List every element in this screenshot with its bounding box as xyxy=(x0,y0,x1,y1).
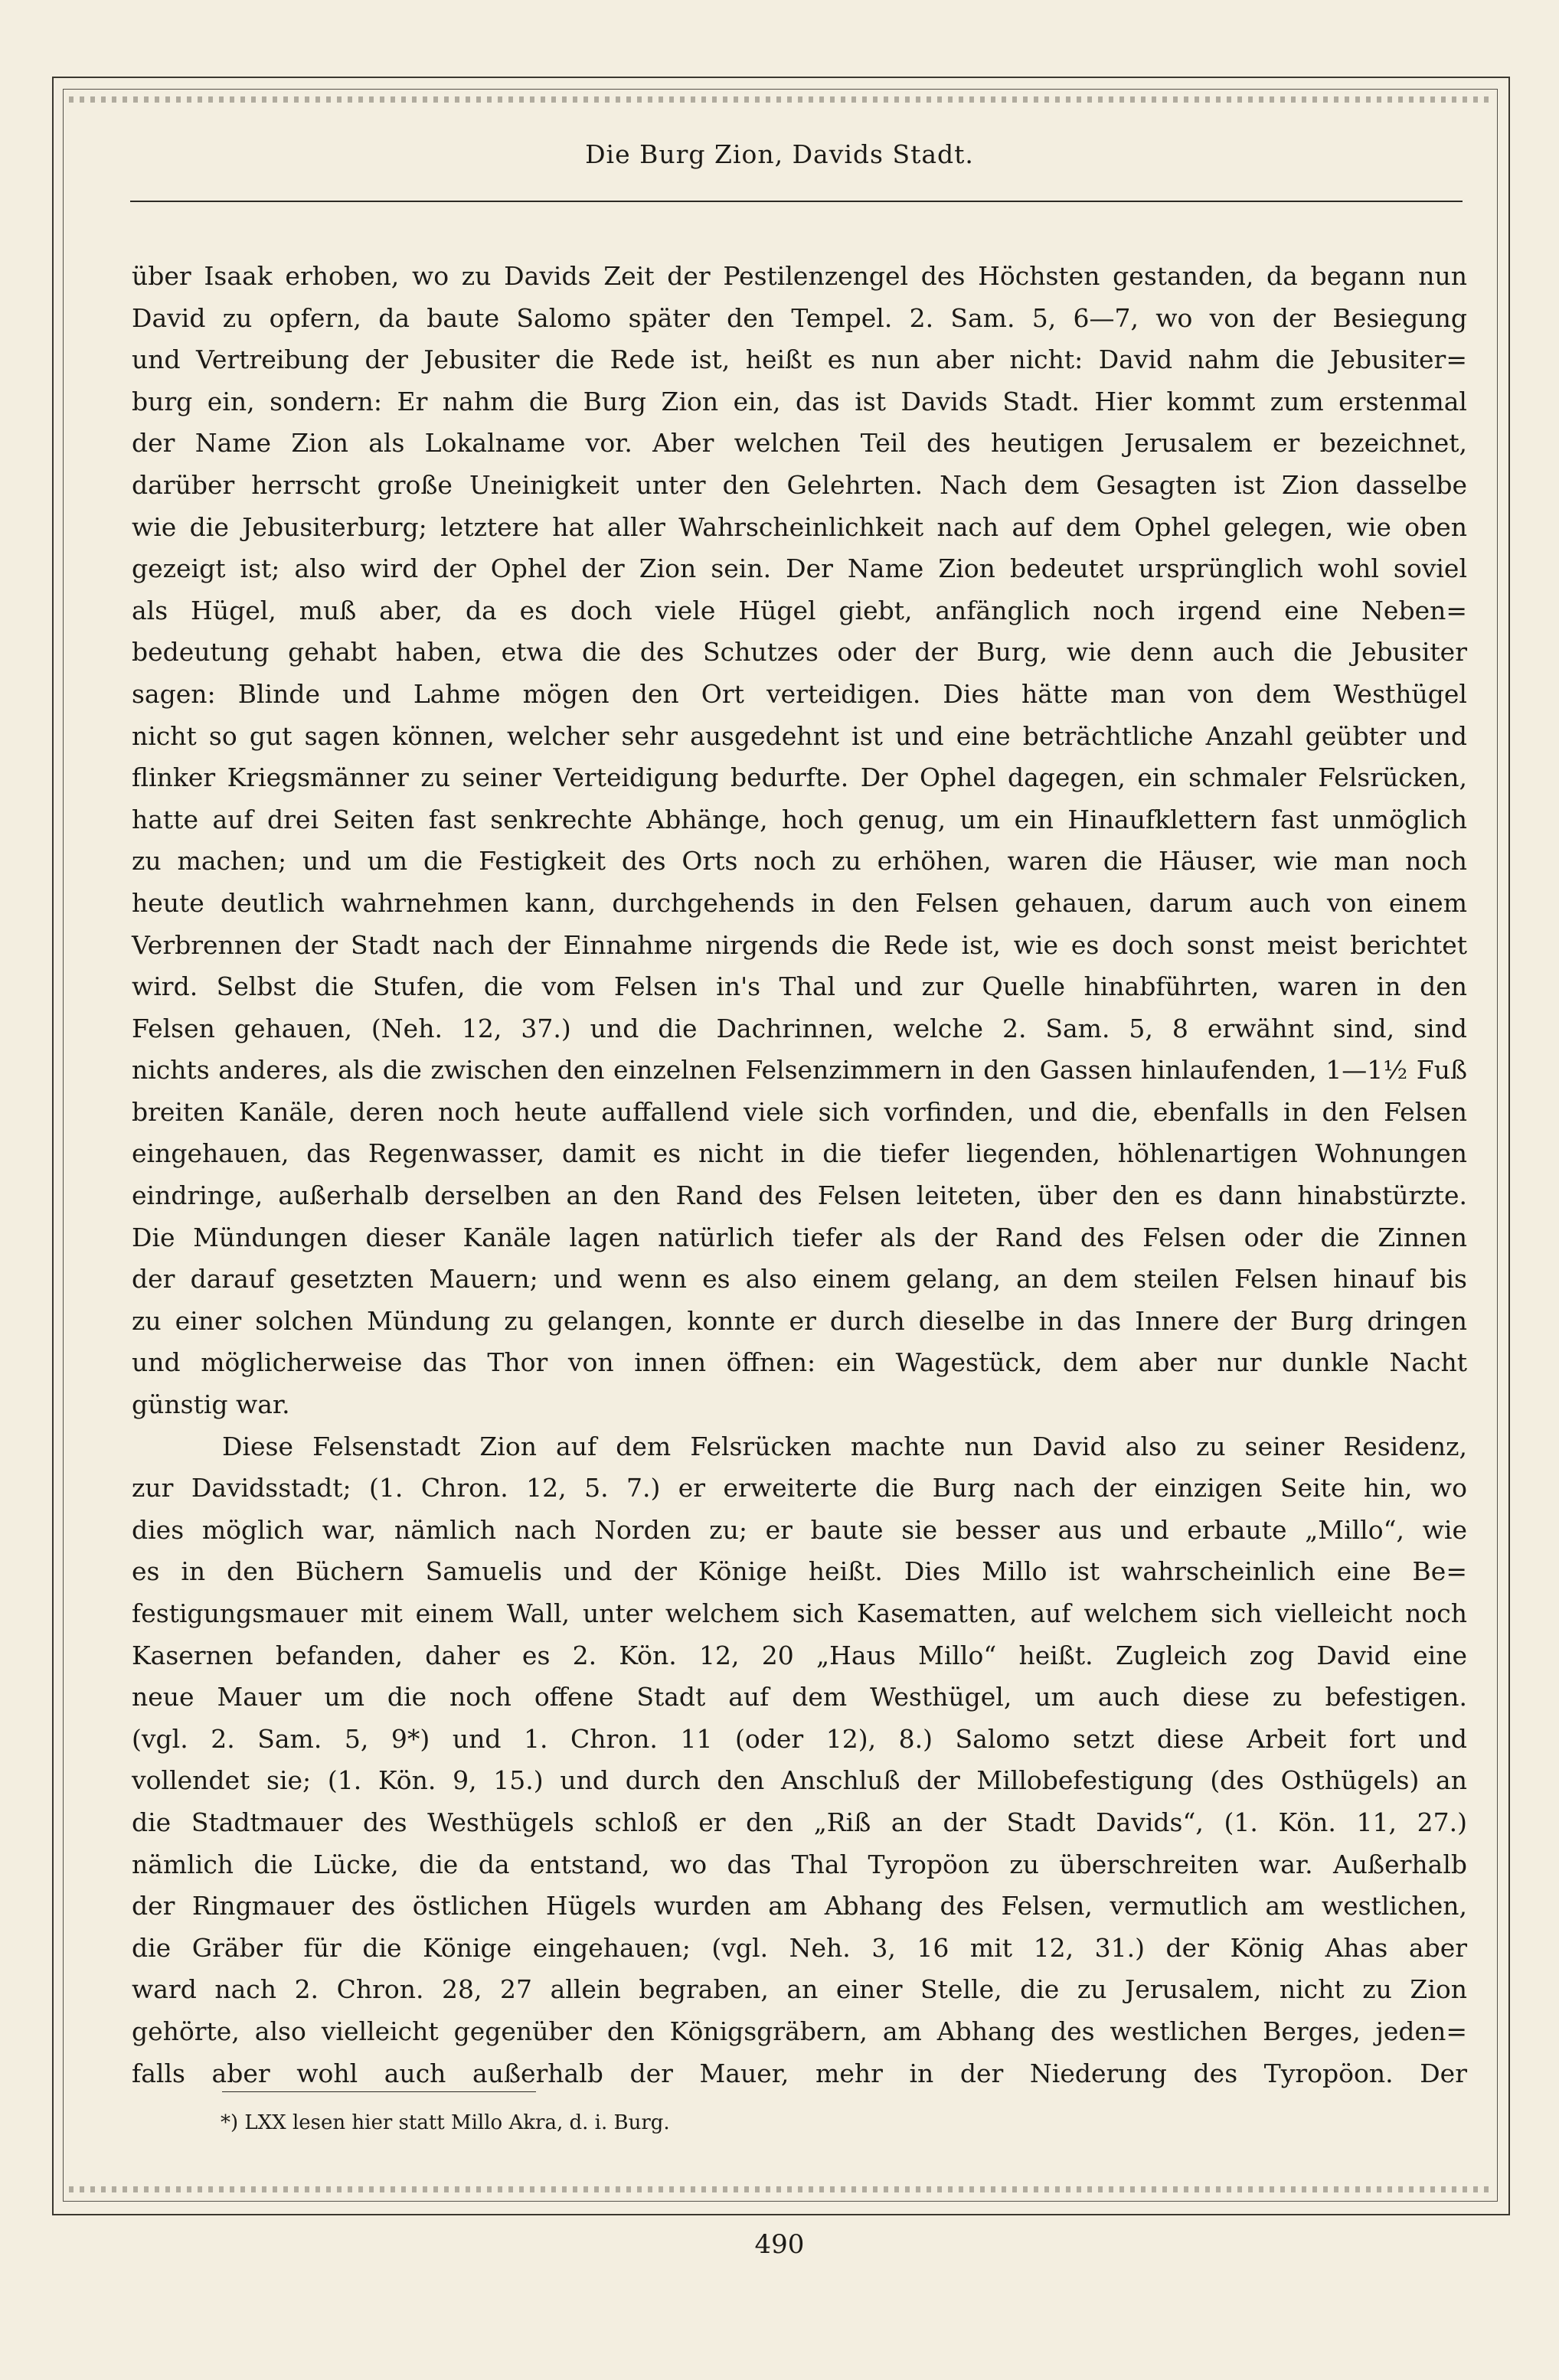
text-line: breiten Kanäle, deren noch heute auffallend viele sich vorfinden, und die, ebenfalls in den Felsen xyxy=(132,1096,1467,1127)
footnote: *) LXX lesen hier statt Millo Akra, d. i. Burg. xyxy=(221,2111,670,2134)
text-line: (vgl. 2. Sam. 5, 9*) und 1. Chron. 11 (oder 12), 8.) Salomo setzt diese Arbeit fort und xyxy=(132,1723,1467,1754)
text-line: falls aber wohl auch außerhalb der Mauer, mehr in der Niederung des Tyropöon. Der xyxy=(132,2058,1467,2088)
text-line: Verbrennen der Stadt nach der Einnahme nirgends die Rede ist, wie es doch sonst meist berichtet xyxy=(132,929,1467,960)
text-line: eindringe, außerhalb derselben an den Rand des Felsen leiteten, über den es dann hinabstürzte. xyxy=(132,1180,1467,1211)
text-line: dies möglich war, nämlich nach Norden zu; er baute sie besser aus und erbaute „Millo“, wie xyxy=(132,1514,1467,1545)
text-line: neue Mauer um die noch offene Stadt auf dem Westhügel, um auch diese zu befestigen. xyxy=(132,1682,1467,1712)
text-line: Kasernen befanden, daher es 2. Kön. 12, 20 „Haus Millo“ heißt. Zugleich zog David eine xyxy=(132,1640,1467,1670)
text-line: David zu opfern, da baute Salomo später den Tempel. 2. Sam. 5, 6—7, wo von der Besiegung xyxy=(132,302,1467,333)
text-line: gezeigt ist; also wird der Ophel der Zion sein. Der Name Zion bedeutet ursprünglich wohl soviel xyxy=(132,553,1467,584)
text-line: und Vertreibung der Jebusiter die Rede ist, heißt es nun aber nicht: David nahm die Jebusiter= xyxy=(132,344,1467,375)
paragraph-1 xyxy=(132,256,1467,1426)
text-line: es in den Büchern Samuelis und der Könige heißt. Dies Millo ist wahrscheinlich eine Be= xyxy=(132,1556,1467,1587)
text-line: eingehauen, das Regenwasser, damit es nicht in die tiefer liegenden, höhlenartigen Wohnungen xyxy=(132,1138,1467,1169)
text-line: der darauf gesetzten Mauern; und wenn es also einem gelang, an dem steilen Felsen hinauf bis xyxy=(132,1264,1467,1294)
text-line: heute deutlich wahrnehmen kann, durchgehends in den Felsen gehauen, darum auch von einem xyxy=(132,887,1467,918)
text-line: gehörte, also vielleicht gegenüber den Königsgräbern, am Abhang des westlichen Berges, jeden= xyxy=(132,2016,1467,2046)
text-line: ward nach 2. Chron. 28, 27 allein begraben, an einer Stelle, die zu Jerusalem, nicht zu Zion xyxy=(132,1974,1467,2005)
text-line: zur Davidsstadt; (1. Chron. 12, 5. 7.) er erweiterte die Burg nach der einzigen Seite hin, wo xyxy=(132,1473,1467,1503)
text-line: zu einer solchen Mündung zu gelangen, konnte er durch dieselbe in das Innere der Burg dringen xyxy=(132,1305,1467,1336)
text-line: Die Mündungen dieser Kanäle lagen natürlich tiefer als der Rand des Felsen oder die Zinnen xyxy=(132,1222,1467,1252)
text-line: der Ringmauer des östlichen Hügels wurden am Abhang des Felsen, vermutlich am westlichen, xyxy=(132,1891,1467,1921)
text-line: und möglicherweise das Thor von innen öffnen: ein Wagestück, dem aber nur dunkle Nacht xyxy=(132,1347,1467,1378)
text-line: sagen: Blinde und Lahme mögen den Ort verteidigen. Dies hätte man von dem Westhügel xyxy=(132,678,1467,709)
text-line: burg ein, sondern: Er nahm die Burg Zion ein, das ist Davids Stadt. Hier kommt zum erstenmal xyxy=(132,386,1467,416)
text-line: zu machen; und um die Festigkeit des Orts noch zu erhöhen, waren die Häuser, wie man noch xyxy=(132,846,1467,877)
text-line: wird. Selbst die Stufen, die vom Felsen in's Thal und zur Quelle hinabführten, waren in den xyxy=(132,971,1467,1002)
text-line: bedeutung gehabt haben, etwa die des Schutzes oder der Burg, wie denn auch die Jebusiter xyxy=(132,637,1467,668)
text-line: nichts anderes, als die zwischen den einzelnen Felsenzimmern in den Gassen hinlaufenden, 1—1½ Fuß xyxy=(132,1055,1467,1086)
text-line: günstig war. xyxy=(132,1389,290,1420)
text-line: darüber herrscht große Uneinigkeit unter den Gelehrten. Nach dem Gesagten ist Zion dasselbe xyxy=(132,469,1467,500)
footnote-rule xyxy=(222,2091,536,2092)
text-line: Diese Felsenstadt Zion auf dem Felsrücken machte nun David also zu seiner Residenz, xyxy=(222,1431,1467,1461)
border-ornament-top xyxy=(69,96,1490,103)
page-number: 490 xyxy=(754,2229,805,2260)
body-text xyxy=(132,256,1467,2094)
text-line: nicht so gut sagen können, welcher sehr ausgedehnt ist und eine beträchtliche Anzahl geübter und xyxy=(132,720,1467,751)
text-line: festigungsmauer mit einem Wall, unter welchem sich Kasematten, auf welchem sich vielleicht noch xyxy=(132,1598,1467,1628)
text-line: wie die Jebusiterburg; letztere hat aller Wahrscheinlichkeit nach auf dem Ophel gelegen, wie oben xyxy=(132,511,1467,542)
text-line: die Stadtmauer des Westhügels schloß er den „Riß an der Stadt Davids“, (1. Kön. 11, 27.) xyxy=(132,1807,1467,1837)
header-rule xyxy=(130,201,1463,202)
text-line: Felsen gehauen, (Neh. 12, 37.) und die Dachrinnen, welche 2. Sam. 5, 8 erwähnt sind, sind xyxy=(132,1013,1467,1043)
text-line: über Isaak erhoben, wo zu Davids Zeit der Pestilenzengel des Höchsten gestanden, da begann nun xyxy=(132,261,1467,291)
text-line: flinker Kriegsmänner zu seiner Verteidigung bedurfte. Der Ophel dagegen, ein schmaler Felsrücken, xyxy=(132,762,1467,793)
text-line: vollendet sie; (1. Kön. 9, 15.) und durch den Anschluß der Millobefestigung (des Osthügels) an xyxy=(132,1765,1467,1796)
text-line: die Gräber für die Könige eingehauen; (vgl. Neh. 3, 16 mit 12, 31.) der König Ahas aber xyxy=(132,1932,1467,1963)
border-ornament-bottom xyxy=(69,2186,1490,2192)
text-line: als Hügel, muß aber, da es doch viele Hügel giebt, anfänglich noch irgend eine Neben= xyxy=(132,595,1467,625)
text-line: der Name Zion als Lokalname vor. Aber welchen Teil des heutigen Jerusalem er bezeichnet, xyxy=(132,428,1467,459)
running-head: Die Burg Zion, Davids Stadt. xyxy=(585,139,974,169)
paragraph-2 xyxy=(132,1426,1467,2095)
text-line: hatte auf drei Seiten fast senkrechte Abhänge, hoch genug, um ein Hinaufklettern fast unmöglich xyxy=(132,804,1467,834)
text-line: nämlich die Lücke, die da entstand, wo das Thal Tyropöon zu überschreiten war. Außerhalb xyxy=(132,1849,1467,1879)
